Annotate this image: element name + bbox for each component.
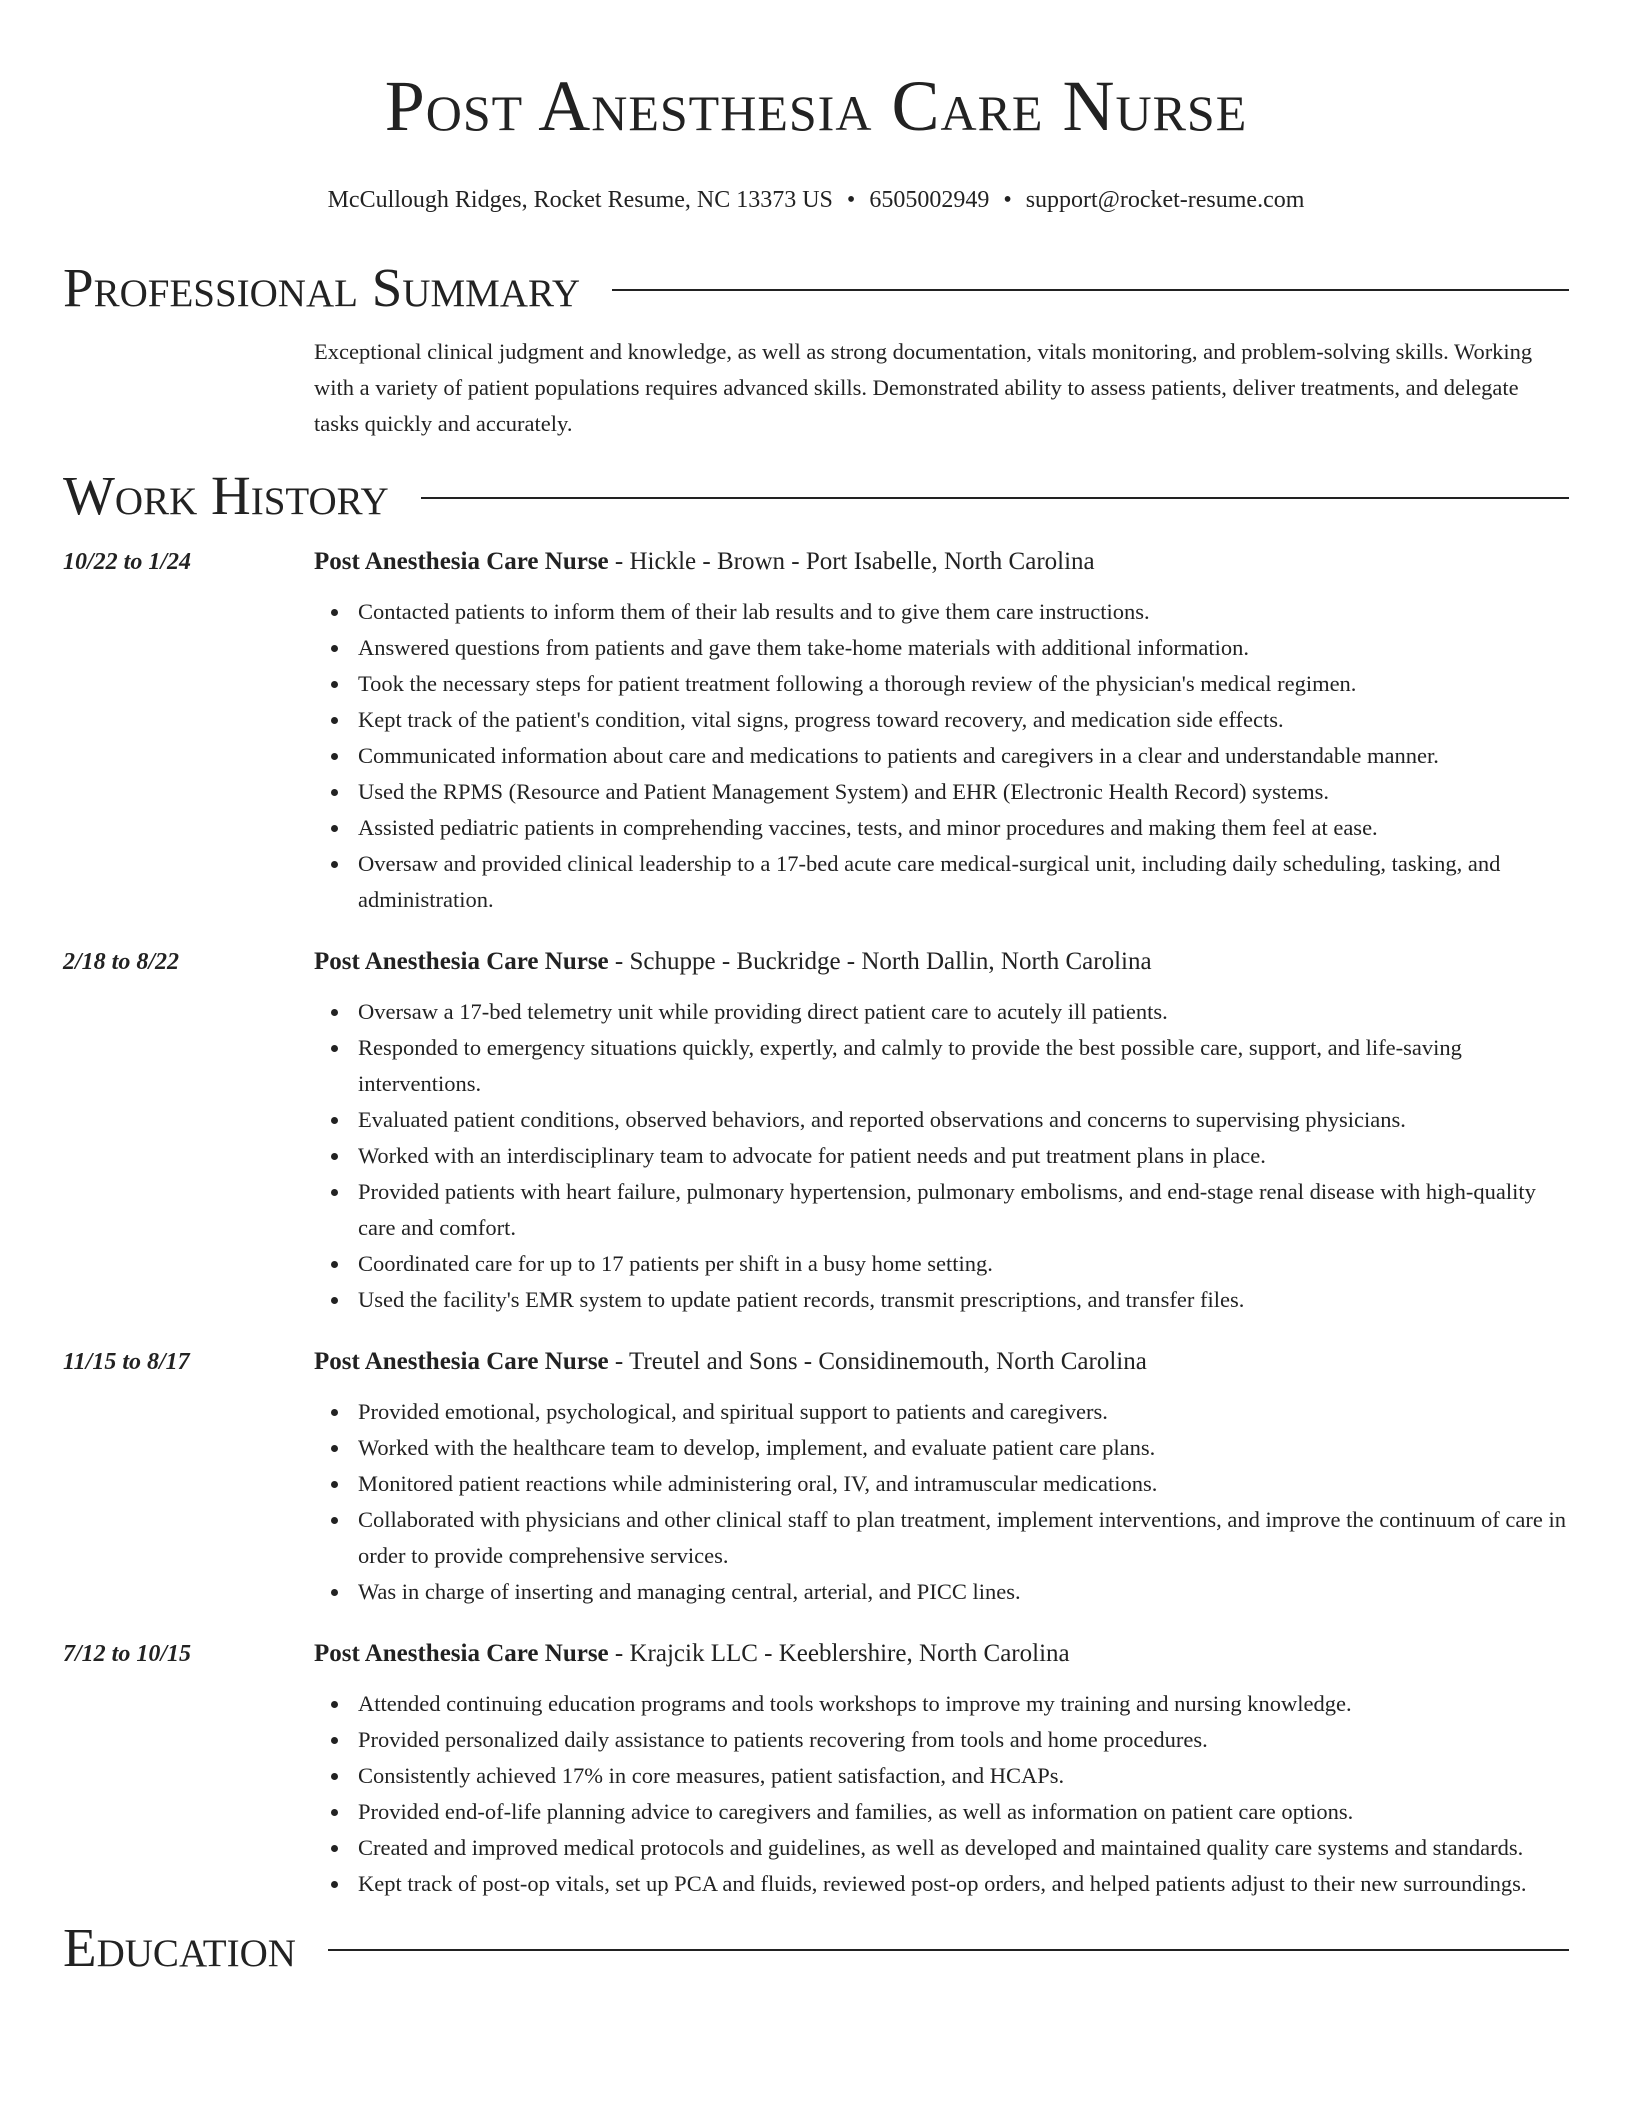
job-bullet: Provided emotional, psychological, and spiritual support to patients and caregivers. xyxy=(358,1394,1569,1430)
job-bullet: Collaborated with physicians and other clinical staff to plan treatment, implement interventions, and improve the continuum of care in order to provide comprehensive services. xyxy=(358,1502,1569,1574)
job-bullet: Contacted patients to inform them of their lab results and to give them care instructions. xyxy=(358,594,1569,630)
education-section-title: Education xyxy=(63,1917,296,1978)
job-entry xyxy=(63,944,1569,1318)
job-bullets xyxy=(314,994,1569,1318)
job-body xyxy=(314,1636,1569,1902)
job-bullet: Created and improved medical protocols and guidelines, as well as developed and maintained quality care systems and standards. xyxy=(358,1830,1569,1866)
job-bullet: Worked with the healthcare team to develop, implement, and evaluate patient care plans. xyxy=(358,1430,1569,1466)
contact-line xyxy=(63,184,1569,216)
job-bullets xyxy=(314,1686,1569,1902)
job-heading xyxy=(314,1344,1569,1380)
job-entry xyxy=(63,544,1569,918)
job-bullet: Evaluated patient conditions, observed behaviors, and reported observations and concerns to supervising physicians. xyxy=(358,1102,1569,1138)
job-body xyxy=(314,1344,1569,1610)
job-role: Post Anesthesia Care Nurse xyxy=(314,1348,609,1375)
contact-address: McCullough Ridges, Rocket Resume, NC 13373 US xyxy=(327,187,833,213)
job-bullet: Attended continuing education programs and tools workshops to improve my training and nursing knowledge. xyxy=(358,1686,1569,1722)
summary-section-heading xyxy=(63,258,1569,318)
job-bullet: Provided personalized daily assistance to patients recovering from tools and home procedures. xyxy=(358,1722,1569,1758)
education-section-heading xyxy=(63,1918,1569,1978)
job-bullet: Was in charge of inserting and managing central, arterial, and PICC lines. xyxy=(358,1574,1569,1610)
job-bullet: Used the facility's EMR system to update patient records, transmit prescriptions, and transfer files. xyxy=(358,1282,1569,1318)
job-bullet: Assisted pediatric patients in comprehending vaccines, tests, and minor procedures and making them feel at ease. xyxy=(358,810,1569,846)
job-bullet: Kept track of post-op vitals, set up PCA and fluids, reviewed post-op orders, and helped patients adjust to their new surroundings. xyxy=(358,1866,1569,1902)
job-bullet: Coordinated care for up to 17 patients per shift in a busy home setting. xyxy=(358,1246,1569,1282)
job-bullet: Consistently achieved 17% in core measures, patient satisfaction, and HCAPs. xyxy=(358,1758,1569,1794)
job-bullet: Communicated information about care and medications to patients and caregivers in a clear and understandable manner. xyxy=(358,738,1569,774)
job-heading xyxy=(314,1636,1569,1672)
job-bullet: Provided end-of-life planning advice to caregivers and families, as well as information on patient care options. xyxy=(358,1794,1569,1830)
job-details: - Treutel and Sons - Considinemouth, North Carolina xyxy=(608,1348,1147,1375)
resume-name: Post Anesthesia Care Nurse xyxy=(384,66,1248,146)
job-bullet: Kept track of the patient's condition, vital signs, progress toward recovery, and medication side effects. xyxy=(358,702,1569,738)
job-dates: 11/15 to 8/17 xyxy=(63,1349,190,1375)
job-bullet: Answered questions from patients and gave them take-home materials with additional information. xyxy=(358,630,1569,666)
job-entry xyxy=(63,1344,1569,1610)
job-bullet: Oversaw and provided clinical leadership to a 17-bed acute care medical-surgical unit, including daily scheduling, tasking, and administration. xyxy=(358,846,1569,918)
job-body xyxy=(314,544,1569,918)
job-bullet: Provided patients with heart failure, pulmonary hypertension, pulmonary embolisms, and end-stage renal disease with high-quality care and comfort. xyxy=(358,1174,1569,1246)
job-details: - Hickle - Brown - Port Isabelle, North Carolina xyxy=(608,548,1095,575)
work-section-heading xyxy=(63,466,1569,526)
job-bullet: Responded to emergency situations quickly, expertly, and calmly to provide the best possible care, support, and life-saving interventions. xyxy=(358,1030,1569,1102)
job-bullet: Used the RPMS (Resource and Patient Management System) and EHR (Electronic Health Record) systems. xyxy=(358,774,1569,810)
job-bullet: Oversaw a 17-bed telemetry unit while providing direct patient care to acutely ill patients. xyxy=(358,994,1569,1030)
job-bullet: Took the necessary steps for patient treatment following a thorough review of the physician's medical regimen. xyxy=(358,666,1569,702)
job-bullet: Monitored patient reactions while administering oral, IV, and intramuscular medications. xyxy=(358,1466,1569,1502)
contact-separator: • xyxy=(1003,187,1012,213)
job-role: Post Anesthesia Care Nurse xyxy=(314,948,609,975)
job-heading xyxy=(314,544,1569,580)
section-divider xyxy=(421,497,1569,499)
job-bullet: Worked with an interdisciplinary team to advocate for patient needs and put treatment plans in place. xyxy=(358,1138,1569,1174)
job-dates: 7/12 to 10/15 xyxy=(63,1641,192,1667)
job-details: - Schuppe - Buckridge - North Dallin, North Carolina xyxy=(608,948,1152,975)
job-entry xyxy=(63,1636,1569,1902)
contact-separator: • xyxy=(846,187,856,213)
summary-text: Exceptional clinical judgment and knowledge, as well as strong documentation, vitals monitoring, and problem-solving skills. Working with a variety of patient populations requires advanced skills. Demonstrated ability to assess patients, deliver treatments, and delegate tasks quickly and accurately. xyxy=(314,339,1533,436)
job-details: - Krajcik LLC - Keeblershire, North Carolina xyxy=(608,1640,1070,1667)
work-section-title: Work History xyxy=(63,465,389,526)
job-bullets xyxy=(314,594,1569,918)
job-role: Post Anesthesia Care Nurse xyxy=(314,1640,609,1667)
section-divider xyxy=(612,289,1569,291)
job-role: Post Anesthesia Care Nurse xyxy=(314,548,609,575)
section-divider xyxy=(328,1949,1569,1951)
job-heading xyxy=(314,944,1569,980)
job-dates: 10/22 to 1/24 xyxy=(63,549,192,575)
job-dates: 2/18 to 8/22 xyxy=(63,949,180,975)
contact-email: support@rocket-resume.com xyxy=(1025,187,1305,213)
job-body xyxy=(314,944,1569,1318)
job-bullets xyxy=(314,1394,1569,1610)
summary-section-title: Professional Summary xyxy=(63,257,581,318)
contact-phone: 6505002949 xyxy=(869,187,990,213)
work-history-list xyxy=(63,544,1569,1902)
